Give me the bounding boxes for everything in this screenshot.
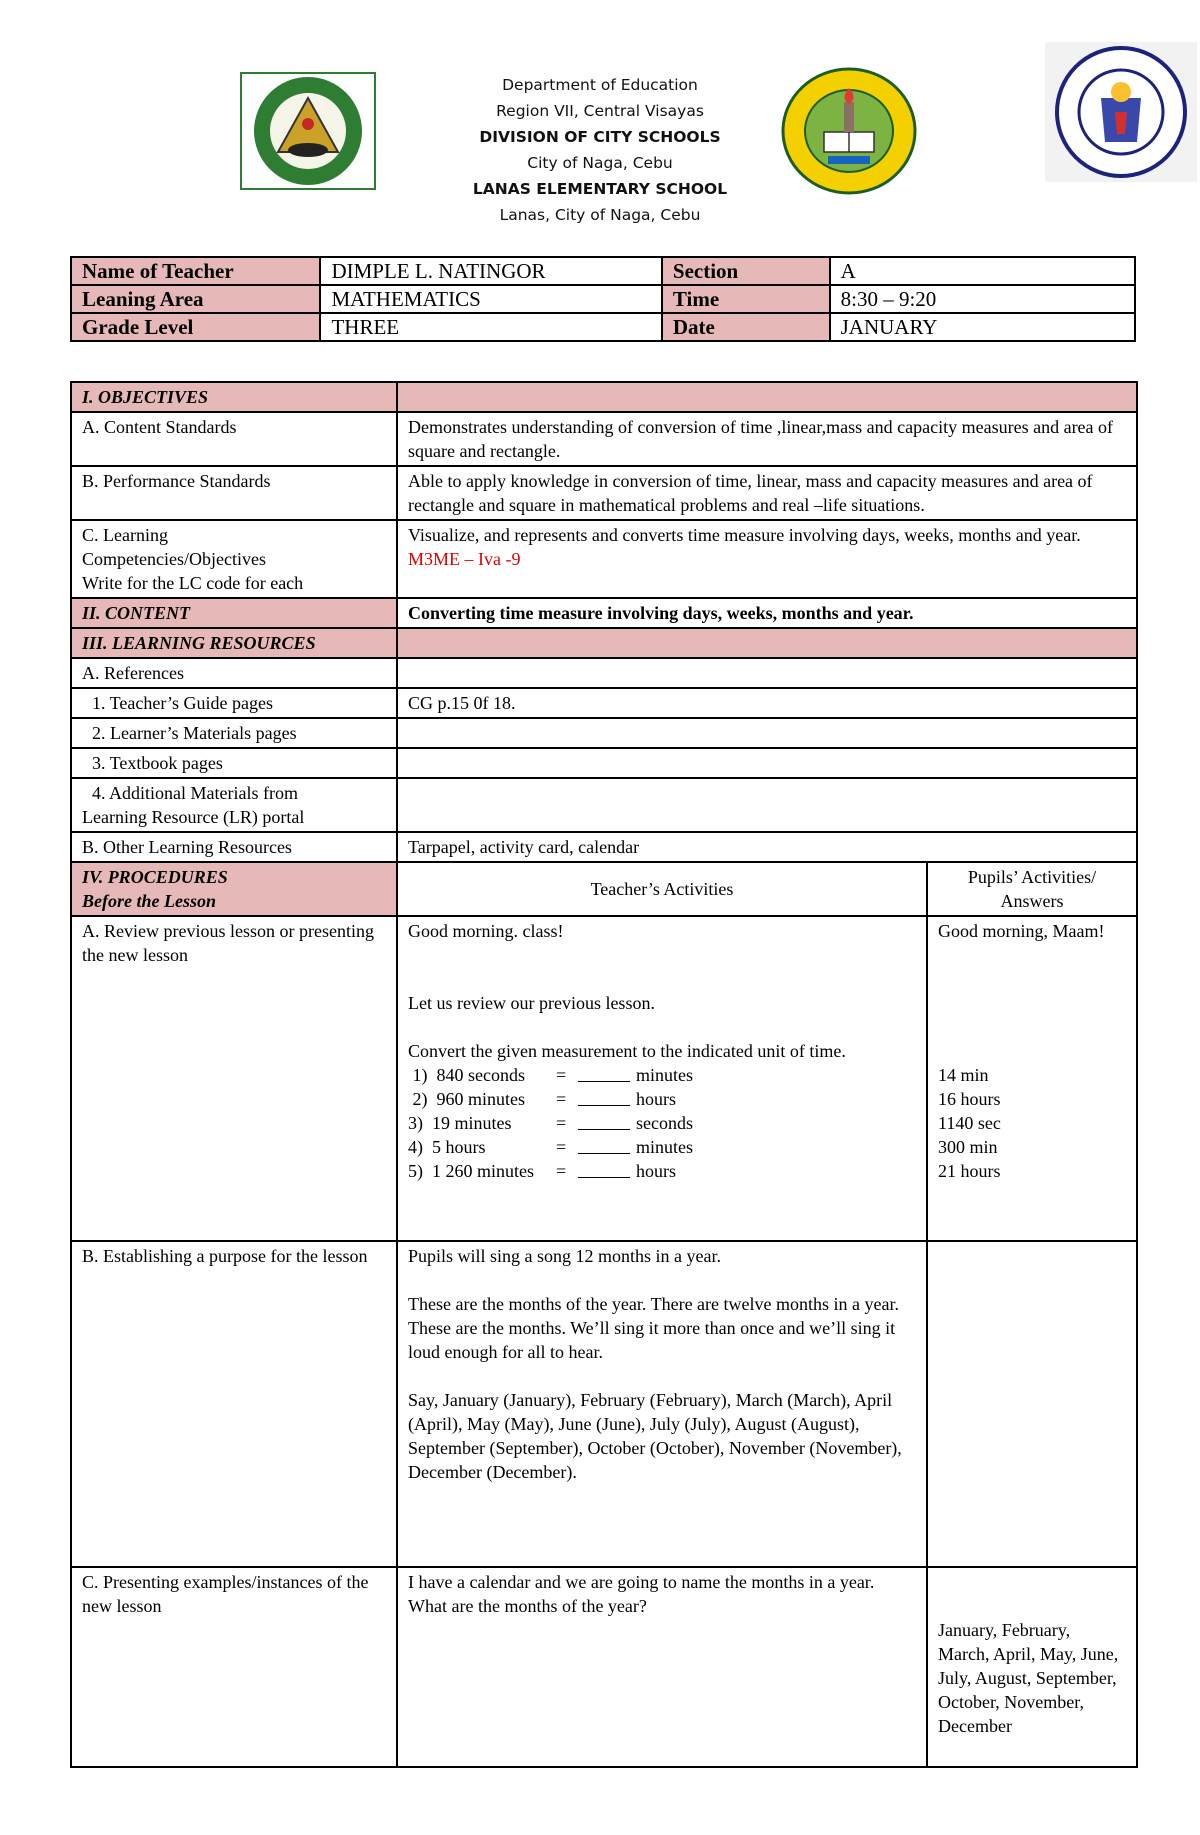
performance-standards-value: Able to apply knowledge in conversion of time, linear, mass and capacity measures and area of rectangle and square in mathematical problems and real –life situations. [397, 466, 1137, 520]
question-text: 2) 960 minutes [408, 1089, 525, 1109]
procedures-subtitle: Before the Lesson [82, 891, 216, 911]
competencies-label-line-2: Competencies/Objectives [82, 549, 266, 569]
additional-materials-line-2: Learning Resource (LR) portal [82, 807, 305, 827]
time-label: Time [662, 285, 830, 313]
competencies-label-line-3: Write for the LC code for each [82, 573, 304, 593]
answer-blank [578, 1135, 630, 1154]
header-line-4: City of Naga, Cebu [527, 154, 673, 172]
section-label: Section [662, 257, 830, 285]
review-question [408, 1135, 916, 1159]
equals-sign: = [556, 1089, 567, 1109]
question-text: 5) 1 260 minutes [408, 1161, 534, 1181]
examples-teacher-activities [397, 1567, 927, 1767]
procedures-heading [71, 862, 397, 916]
answer-blank [578, 1111, 630, 1130]
question-unit: hours [636, 1161, 676, 1181]
pupil-answer: 14 min [938, 1065, 989, 1085]
review-question [408, 1063, 916, 1087]
teachers-guide-label: 1. Teacher’s Guide pages [71, 688, 397, 718]
school-header [420, 72, 780, 228]
teacher-info-table [70, 256, 1136, 342]
review-question [408, 1159, 916, 1183]
question-unit: minutes [636, 1137, 693, 1157]
content-heading: II. CONTENT [71, 598, 397, 628]
equals-sign: = [556, 1161, 567, 1181]
purpose-teacher-activities [397, 1241, 927, 1567]
other-resources-value: Tarpapel, activity card, calendar [397, 832, 1137, 862]
review-pupil-answers [927, 916, 1137, 1241]
deped-seal [1045, 42, 1197, 182]
division-logo [240, 72, 376, 190]
examples-paragraph-2: What are the months of the year? [408, 1596, 647, 1616]
header-line-1: Department of Education [502, 76, 698, 94]
answer-blank [578, 1063, 630, 1082]
content-value: Converting time measure involving days, weeks, months and year. [397, 598, 1137, 628]
review-greeting: Good morning. class! [408, 921, 564, 941]
pupils-activities-header [927, 862, 1137, 916]
competencies-text: Visualize, and represents and converts time measure involving days, weeks, months and year. [408, 525, 1081, 545]
teacher-label: Name of Teacher [71, 257, 320, 285]
lesson-plan-table [70, 381, 1138, 1768]
examples-paragraph-1: I have a calendar and we are going to name the months in a year. [408, 1572, 875, 1592]
content-standards-label: A. Content Standards [71, 412, 397, 466]
review-question [408, 1111, 916, 1135]
equals-sign: = [556, 1065, 567, 1085]
review-intro: Let us review our previous lesson. [408, 993, 655, 1013]
question-unit: seconds [636, 1113, 693, 1133]
section-value: A [830, 257, 1135, 285]
lc-code: M3ME – Iva -9 [408, 549, 521, 569]
equals-sign: = [556, 1137, 567, 1157]
header-line-3: DIVISION OF CITY SCHOOLS [479, 128, 721, 146]
question-unit: hours [636, 1089, 676, 1109]
textbook-label: 3. Textbook pages [71, 748, 397, 778]
purpose-paragraph-3: Say, January (January), February (February), March (March), April (April), May (May), June (June), July (July), August (August), September (September), October (October), November (November), December (December). [408, 1390, 902, 1482]
date-value: JANUARY [830, 313, 1135, 341]
pupil-answer: 16 hours [938, 1089, 1001, 1109]
pupil-greeting: Good morning, Maam! [938, 921, 1105, 941]
competencies-label-line-1: C. Learning [82, 525, 168, 545]
area-label: Leaning Area [71, 285, 320, 313]
grade-value: THREE [320, 313, 661, 341]
question-text: 1) 840 seconds [408, 1065, 525, 1085]
references-label: A. References [71, 658, 397, 688]
teachers-guide-value: CG p.15 0f 18. [397, 688, 1137, 718]
examples-pupil-answers [927, 1567, 1137, 1767]
answer-blank [578, 1087, 630, 1106]
purpose-paragraph-1: Pupils will sing a song 12 months in a year. [408, 1246, 721, 1266]
answer-blank [578, 1159, 630, 1178]
header-line-2: Region VII, Central Visayas [496, 102, 704, 120]
learners-materials-label: 2. Learner’s Materials pages [71, 718, 397, 748]
references-value [397, 658, 1137, 688]
pupils-header-line-2: Answers [1000, 891, 1064, 911]
additional-materials-label [71, 778, 397, 832]
review-instruction: Convert the given measurement to the indicated unit of time. [408, 1041, 846, 1061]
objectives-heading-blank [397, 382, 1137, 412]
equals-sign: = [556, 1113, 567, 1133]
pupil-answer: 1140 sec [938, 1113, 1001, 1133]
pupil-answer: 300 min [938, 1137, 998, 1157]
textbook-value [397, 748, 1137, 778]
objectives-heading: I. OBJECTIVES [71, 382, 397, 412]
purpose-label: B. Establishing a purpose for the lesson [71, 1241, 397, 1567]
resources-heading: III. LEARNING RESOURCES [71, 628, 397, 658]
competencies-label [71, 520, 397, 598]
time-value: 8:30 – 9:20 [830, 285, 1135, 313]
area-value: MATHEMATICS [320, 285, 661, 313]
additional-materials-value [397, 778, 1137, 832]
grade-label: Grade Level [71, 313, 320, 341]
date-label: Date [662, 313, 830, 341]
resources-heading-blank [397, 628, 1137, 658]
content-standards-value: Demonstrates understanding of conversion of time ,linear,mass and capacity measures and area of square and rectangle. [397, 412, 1137, 466]
purpose-paragraph-2: These are the months of the year. There are twelve months in a year. These are the months. We’ll sing it more than once and we’ll sing it loud enough for all to hear. [408, 1294, 899, 1362]
procedures-title: IV. PROCEDURES [82, 867, 228, 887]
examples-label: C. Presenting examples/instances of the new lesson [71, 1567, 397, 1767]
header-line-5: LANAS ELEMENTARY SCHOOL [472, 180, 728, 198]
other-resources-label: B. Other Learning Resources [71, 832, 397, 862]
performance-standards-label: B. Performance Standards [71, 466, 397, 520]
pupil-answer: 21 hours [938, 1161, 1001, 1181]
purpose-pupil-answers [927, 1241, 1137, 1567]
competencies-value [397, 520, 1137, 598]
question-unit: minutes [636, 1065, 693, 1085]
learners-materials-value [397, 718, 1137, 748]
question-text: 4) 5 hours [408, 1137, 486, 1157]
additional-materials-line-1: 4. Additional Materials from [92, 783, 298, 803]
teacher-value: DIMPLE L. NATINGOR [320, 257, 661, 285]
teacher-activities-header: Teacher’s Activities [397, 862, 927, 916]
review-teacher-activities [397, 916, 927, 1241]
review-label: A. Review previous lesson or presenting the new lesson [71, 916, 397, 1241]
review-question [408, 1087, 916, 1111]
header-line-6: Lanas, City of Naga, Cebu [499, 206, 701, 224]
question-text: 3) 19 minutes [408, 1113, 512, 1133]
pupils-header-line-1: Pupils’ Activities/ [967, 867, 1097, 887]
school-logo [780, 66, 918, 196]
months-answer: January, February, March, April, May, June, July, August, September, October, November, December [938, 1620, 1119, 1736]
